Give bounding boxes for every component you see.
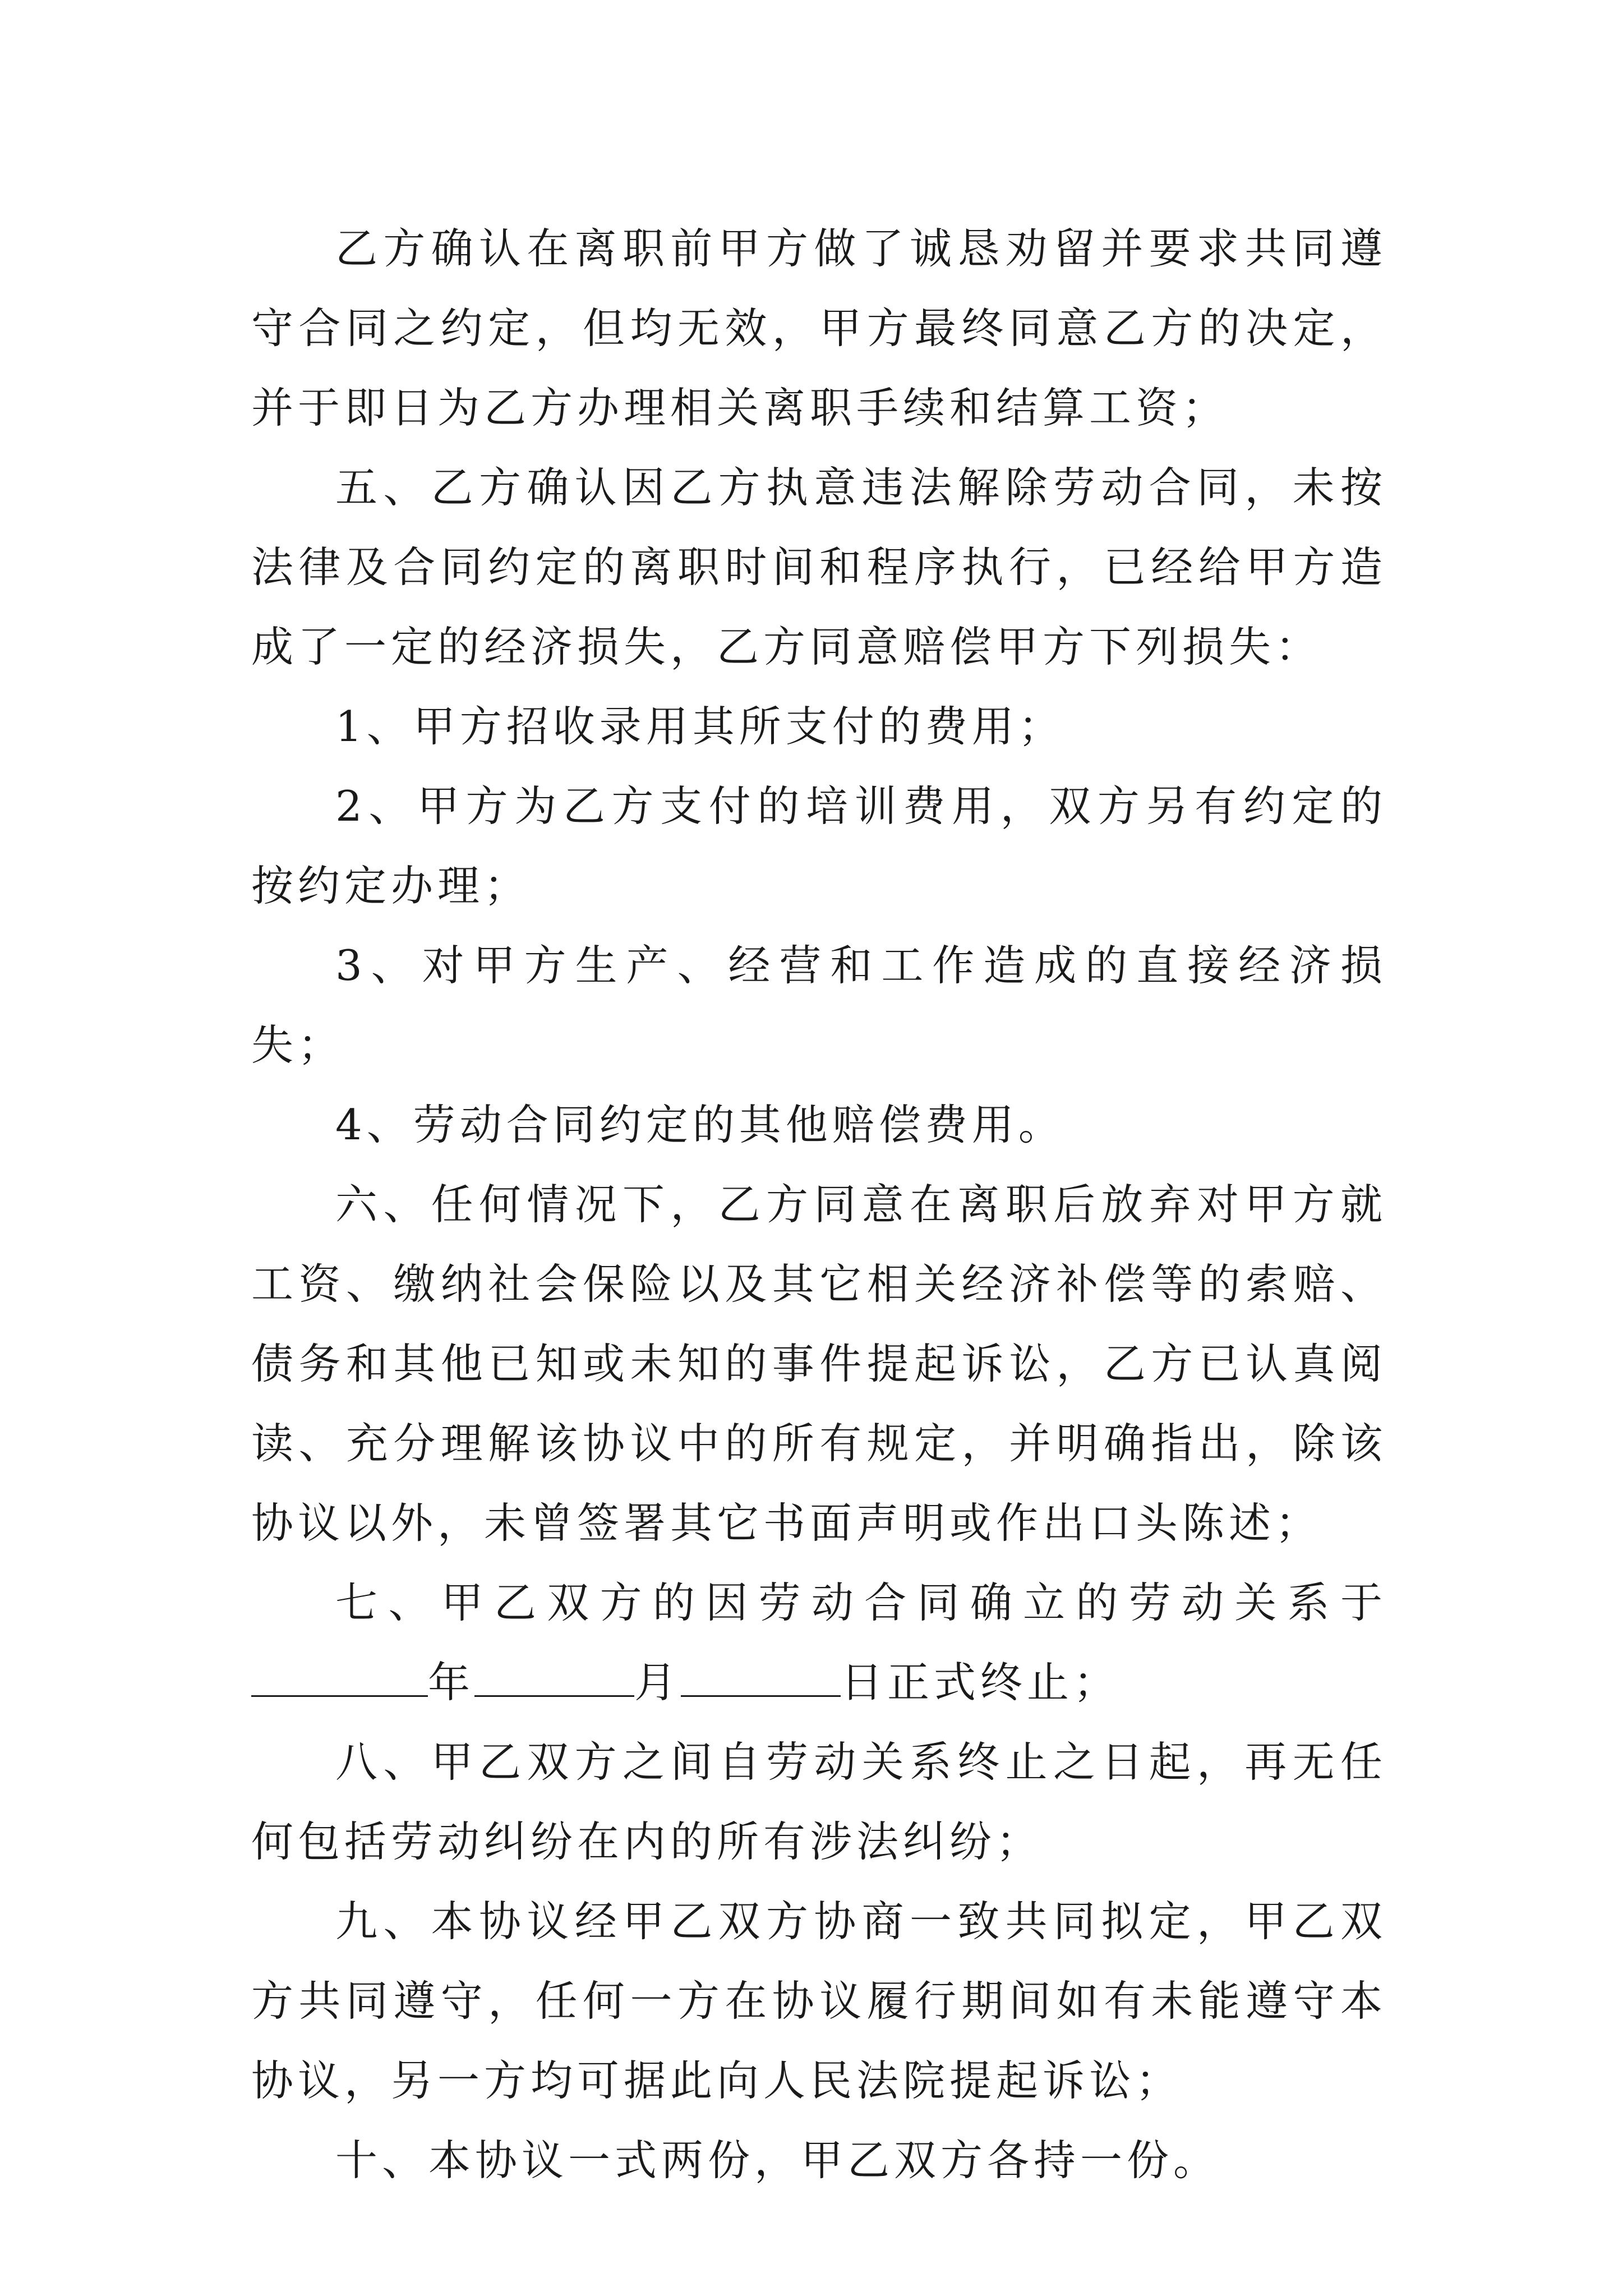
paragraph-clause-8: 八、甲乙双方之间自劳动关系终止之日起，再无任何包括劳动纠纷在内的所有涉法纠纷； (251, 1737, 1387, 1866)
paragraph-clause-5: 五、乙方确认因乙方执意违法解除劳动合同，未按法律及合同约定的离职时间和程序执行，已经给甲方造成了一定的经济损失，乙方同意赔偿甲方下列损失： (251, 463, 1387, 671)
day-blank-field[interactable] (681, 1656, 841, 1697)
year-label: 年 (428, 1658, 475, 1707)
month-label: 月 (634, 1658, 681, 1707)
month-blank-field[interactable] (474, 1656, 634, 1697)
paragraph-clause-7 (251, 1563, 1387, 1722)
paragraph-resignation-confirmation: 乙方确认在离职前甲方做了诚恳劝留并要求共同遵守合同之约定，但均无效，甲方最终同意乙方的决定，并于即日为乙方办理相关离职手续和结算工资； (251, 224, 1387, 432)
list-item-loss-2: 2、甲方为乙方支付的培训费用，双方另有约定的按约定办理； (251, 781, 1387, 910)
paragraph-clause-9: 九、本协议经甲乙双方协商一致共同拟定，甲乙双方共同遵守，任何一方在协议履行期间如有未能遵守本协议，另一方均可据此向人民法院提起诉讼； (251, 1897, 1387, 2105)
list-item-loss-1: 1、甲方招收录用其所支付的费用； (335, 702, 1065, 751)
clause-7-prefix: 七、甲乙双方的因劳动合同确立的劳动关系于 (335, 1578, 1387, 1627)
list-item-loss-3: 3、对甲方生产、经营和工作造成的直接经济损失； (251, 941, 1387, 1070)
paragraph-clause-10: 十、本协议一式两份，甲乙双方各持一份。 (335, 2136, 1220, 2185)
list-item-loss-4: 4、劳动合同约定的其他赔偿费用。 (335, 1100, 1065, 1149)
document-body (251, 209, 1387, 2200)
year-blank-field[interactable] (251, 1656, 428, 1697)
paragraph-clause-6: 六、任何情况下，乙方同意在离职后放弃对甲方就工资、缴纳社会保险以及其它相关经济补偿等的索赔、债务和其他已知或未知的事件提起诉讼，乙方已认真阅读、充分理解该协议中的所有规定，并明确指出，除该协议以外，未曾签署其它书面声明或作出口头陈述； (251, 1180, 1387, 1548)
clause-7-suffix: 日正式终止； (841, 1658, 1121, 1707)
